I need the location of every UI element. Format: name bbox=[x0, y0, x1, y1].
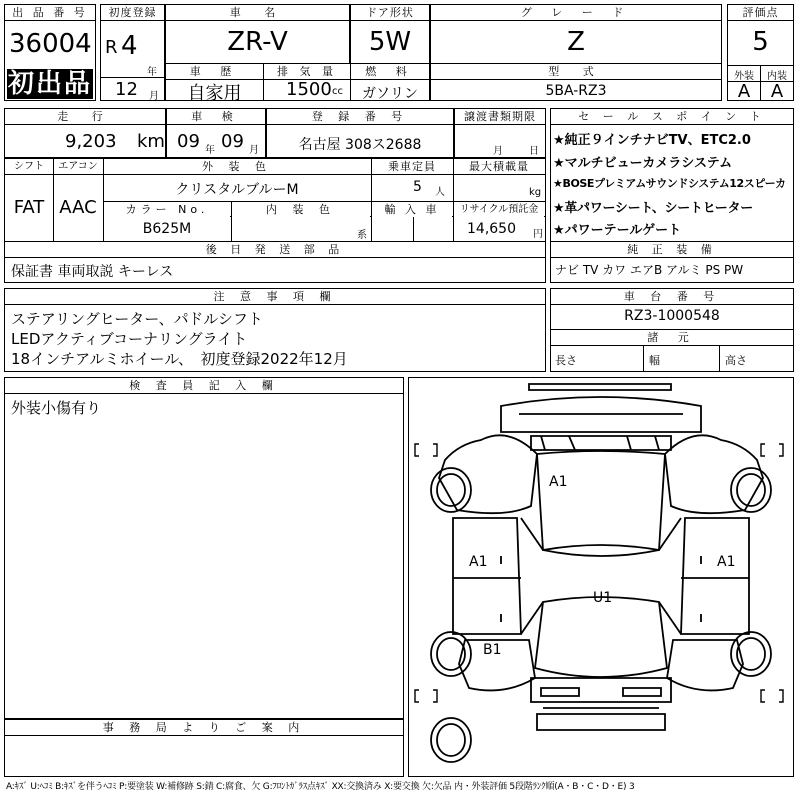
lot-number: 36004 bbox=[9, 29, 92, 59]
notes-line: ステアリングヒーター、パドルシフト bbox=[11, 310, 263, 328]
office-box bbox=[4, 719, 404, 777]
model-value: 5BA-RZ3 bbox=[545, 83, 607, 99]
legend-footer: A:ｷｽﾞ U:ﾍｺﾐ B:ｷｽﾞを伴うﾍｺﾐ P:要塗装 W:補修跡 S:錆 C:腐食、欠 G:ﾌﾛﾝﾄｶﾞﾗｽ点ｷｽﾞ XX:交換済み X:要交換 欠:欠品 内・外装評価 5段階ﾗﾝｸ順(A・B・C・D・E) 3 bbox=[6, 782, 635, 792]
capacity-label: 乗車定員 bbox=[371, 159, 453, 174]
year-unit: 年 bbox=[147, 67, 157, 78]
tailgate bbox=[531, 678, 671, 702]
later-parts-label: 後 日 発 送 部 品 bbox=[5, 242, 545, 258]
genuine-equipment-value: ナビ TV カワ エアB アルミ PS PW bbox=[555, 263, 744, 277]
later-parts-box bbox=[4, 241, 546, 283]
interior-score: A bbox=[770, 81, 784, 102]
registration-label: 登 録 番 号 bbox=[267, 109, 453, 125]
fuel-box bbox=[350, 63, 430, 101]
mileage-value: 9,203 bbox=[65, 131, 117, 152]
displacement-unit: cc bbox=[332, 86, 343, 97]
damage-mark: A1 bbox=[717, 554, 736, 570]
ext-color-label: 外 装 色 bbox=[103, 159, 371, 174]
grille bbox=[531, 436, 671, 450]
car-name-box bbox=[165, 4, 350, 64]
fuel-value: ガソリン bbox=[362, 86, 418, 102]
sales-point-item: ★純正９インチナビTV、ETC2.0 bbox=[553, 133, 751, 148]
rear-bumper bbox=[537, 714, 665, 730]
door-box bbox=[350, 4, 430, 64]
inspection-label: 車 検 bbox=[167, 109, 265, 125]
chassis-label: 車 台 番 号 bbox=[551, 289, 793, 305]
height-label: 高さ bbox=[725, 354, 747, 367]
registration-number: 名古屋 308ス2688 bbox=[298, 137, 422, 153]
transfer-deadline-label: 譲渡書類期限 bbox=[455, 109, 545, 125]
genuine-equipment-box bbox=[550, 241, 794, 283]
exterior-score: A bbox=[737, 81, 751, 102]
inspection-month: 09 bbox=[221, 131, 244, 152]
registration-box bbox=[266, 108, 454, 158]
model-label: 型 式 bbox=[431, 64, 721, 80]
aircon-label: エアコン bbox=[53, 159, 103, 174]
grade-box bbox=[430, 4, 722, 64]
history-label: 車 歴 bbox=[166, 64, 263, 80]
grade-value: Z bbox=[567, 27, 585, 57]
notes-label: 注 意 事 項 欄 bbox=[5, 289, 545, 305]
chassis-box bbox=[550, 288, 794, 372]
inspector-label: 検 査 員 記 入 欄 bbox=[5, 378, 403, 394]
exterior-label: 外装 bbox=[734, 71, 754, 82]
grade-label: グ レ ー ド bbox=[431, 5, 721, 21]
first-registration-box bbox=[100, 4, 165, 101]
car-name: ZR-V bbox=[227, 27, 288, 57]
shift-value: FAT bbox=[13, 197, 45, 218]
int-color-unit: 系 bbox=[357, 230, 367, 241]
door-label: ドア形状 bbox=[351, 5, 429, 21]
sales-point-item: ★マルチビューカメラシステム bbox=[553, 156, 733, 171]
color-no-label: カラー No. bbox=[104, 202, 230, 217]
load-label: 最大積載量 bbox=[453, 159, 545, 174]
interior-label: 内装 bbox=[767, 71, 787, 82]
history-box bbox=[165, 63, 264, 104]
ext-color-value: クリスタルブルーM bbox=[175, 182, 299, 198]
damage-mark: A1 bbox=[549, 474, 568, 490]
color-no-value: B625M bbox=[142, 221, 192, 237]
sales-point-item: ★パワーテールゲート bbox=[553, 223, 682, 238]
inspector-note: 外装小傷有り bbox=[11, 399, 102, 417]
load-unit: kg bbox=[529, 187, 542, 198]
recycle-label: リサイクル預託金 bbox=[454, 202, 544, 217]
notes-line: LEDアクティブコーナリングライト bbox=[11, 330, 248, 348]
inspection-year-unit: 年 bbox=[205, 145, 215, 156]
genuine-equipment-label: 純 正 装 備 bbox=[551, 242, 793, 258]
front-bumper bbox=[529, 384, 671, 390]
sales-points-box bbox=[550, 108, 794, 242]
mileage-unit: km bbox=[137, 131, 165, 152]
left-door bbox=[453, 518, 521, 634]
rear-glass bbox=[535, 597, 667, 677]
registration-month: 12 bbox=[115, 79, 138, 100]
lot-number-box bbox=[4, 4, 96, 101]
notes-box bbox=[4, 288, 546, 372]
score-value: 5 bbox=[752, 27, 769, 57]
recycle-value: 14,650 bbox=[467, 221, 516, 237]
transfer-day-unit: 日 bbox=[529, 146, 539, 157]
damage-mark: U1 bbox=[593, 590, 613, 606]
registration-year: 4 bbox=[121, 31, 138, 61]
fuel-label: 燃 料 bbox=[351, 64, 429, 80]
score-label: 評価点 bbox=[728, 5, 793, 21]
score-box bbox=[727, 4, 794, 101]
displacement-label: 排 気 量 bbox=[264, 64, 350, 80]
sales-points-label: セ ー ル ス ポ イ ン ト bbox=[551, 109, 793, 125]
specs-label: 諸 元 bbox=[551, 330, 793, 346]
int-color-label: 内 装 色 bbox=[232, 202, 370, 217]
displacement-box bbox=[263, 63, 351, 101]
inspection-box bbox=[166, 108, 266, 158]
later-parts-value: 保証書 車両取説 キーレス bbox=[11, 264, 174, 280]
aircon-value: AAC bbox=[59, 197, 97, 218]
width-label: 幅 bbox=[649, 354, 660, 367]
era-prefix: R bbox=[105, 37, 118, 58]
damage-mark: A1 bbox=[469, 554, 488, 570]
spec-grid bbox=[4, 158, 546, 242]
model-box bbox=[430, 63, 722, 101]
first-registration-label: 初度登録 bbox=[101, 5, 164, 21]
office-label: 事 務 局 よ り ご 案 内 bbox=[5, 720, 403, 736]
capacity-unit: 人 bbox=[435, 187, 445, 198]
sales-point-item: ★革パワーシート、シートヒーター bbox=[553, 201, 753, 216]
right-door bbox=[681, 518, 749, 634]
displacement-value: 1500 bbox=[286, 79, 332, 100]
history-value: 自家用 bbox=[187, 83, 242, 104]
roof bbox=[537, 451, 665, 550]
car-outline-diagram bbox=[409, 378, 793, 776]
mileage-label: 走 行 bbox=[5, 109, 165, 125]
door-value: 5W bbox=[368, 27, 412, 57]
first-listing-stamp: 初出品 bbox=[7, 69, 92, 99]
import-label: 輸 入 車 bbox=[372, 202, 452, 217]
damage-mark: B1 bbox=[483, 642, 502, 658]
notes-line: 18インチアルミホイール、 初度登録2022年12月 bbox=[11, 350, 348, 368]
damage-diagram bbox=[408, 377, 794, 777]
capacity-value: 5 bbox=[413, 179, 422, 195]
sales-point-item: ★BOSEプレミアムサウンドシステム12スピーカ bbox=[553, 177, 786, 190]
recycle-unit: 円 bbox=[533, 229, 543, 240]
transfer-deadline-box bbox=[454, 108, 546, 158]
car-name-label: 車 名 bbox=[166, 5, 349, 21]
shift-label: シフト bbox=[5, 159, 53, 174]
transfer-month-unit: 月 bbox=[493, 146, 503, 157]
inspection-year: 09 bbox=[177, 131, 200, 152]
inspection-month-unit: 月 bbox=[249, 145, 259, 156]
chassis-number: RZ3-1000548 bbox=[624, 308, 720, 324]
length-label: 長さ bbox=[555, 354, 577, 367]
mileage-box bbox=[4, 108, 166, 158]
lot-number-label: 出 品 番 号 bbox=[5, 5, 95, 21]
inspector-box bbox=[4, 377, 404, 719]
month-unit: 月 bbox=[149, 91, 159, 102]
